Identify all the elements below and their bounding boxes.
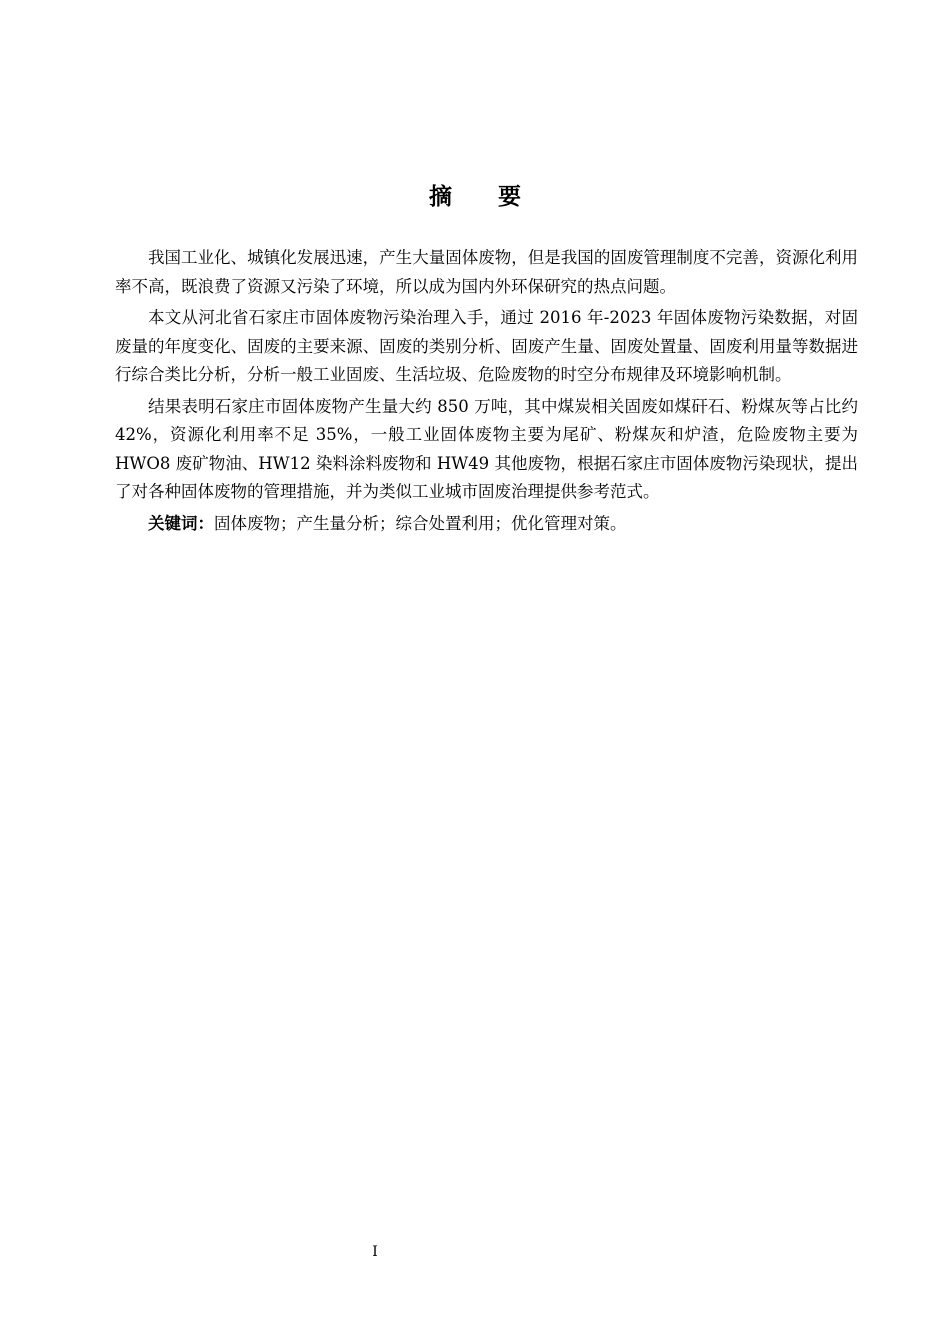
abstract-paragraph: 本文从河北省石家庄市固体废物污染治理入手，通过 2016 年-2023 年固体废物污染数据，对固废量的年度变化、固废的主要来源、固废的类别分析、固废产生量、固废处置量、固废利用量等数据进行综合类比分析，分析一般工业固废、生活垃圾、危险废物的时空分布规律及环境影响机制。 <box>115 308 858 384</box>
page-number: I <box>372 1244 378 1260</box>
abstract-title <box>0 178 950 211</box>
keywords-line <box>115 510 858 539</box>
keywords-text: 固体废物；产生量分析；综合处置利用；优化管理对策。 <box>214 513 627 533</box>
abstract-title-char-2: 要 <box>498 184 521 210</box>
abstract-paragraph: 结果表明石家庄市固体废物产生量大约 850 万吨，其中煤炭相关固废如煤矸石、粉煤灰等占比约 42%，资源化利用率不足 35%，一般工业固体废物主要为尾矿、粉煤灰和炉渣，危险废物主要为 HWO8 废矿物油、HW12 染料涂料废物和 HW49 其他废物，根据石家庄市固体废物污染现状，提出了对各种固体废物的管理措施，并为类似工业城市固废治理提供参考范式。 <box>115 396 858 501</box>
abstract-paragraph: 我国工业化、城镇化发展迅速，产生大量固体废物，但是我国的固废管理制度不完善，资源化利用率不高，既浪费了资源又污染了环境，所以成为国内外环保研究的热点问题。 <box>115 248 858 296</box>
keywords-label: 关键词： <box>148 513 214 533</box>
abstract-body <box>115 244 858 538</box>
abstract-title-char-1: 摘 <box>429 184 452 210</box>
